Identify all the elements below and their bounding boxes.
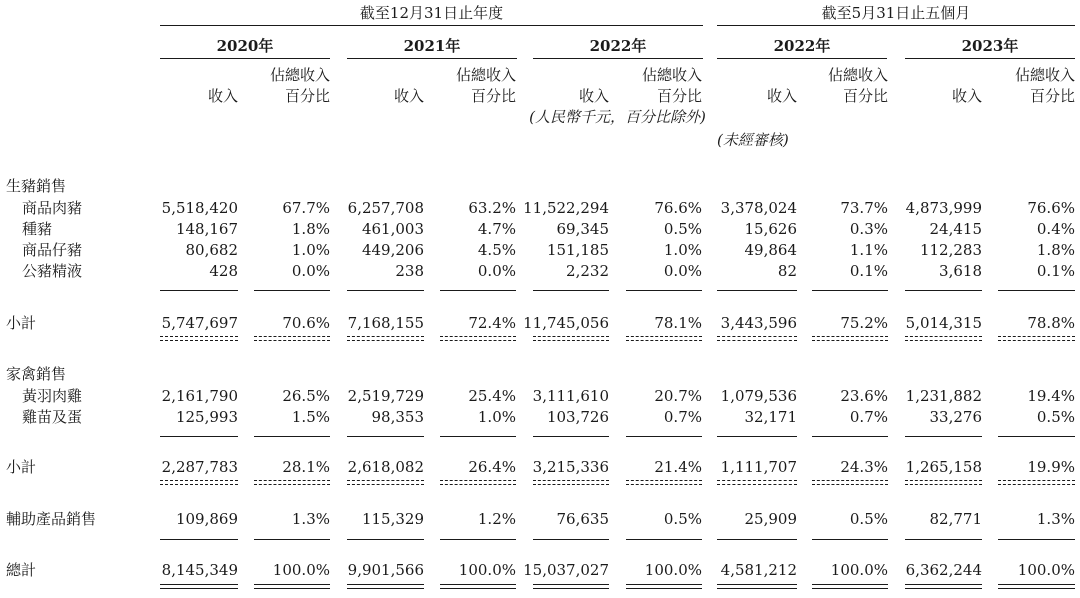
auxiliary-row-percentage-cell: 0.5% (849, 510, 888, 528)
poultry-row-percentage-cell: 1.5% (291, 408, 330, 426)
hog-row-revenue-cell: 148,167 (175, 220, 238, 238)
subtotal-bottom-rule (533, 336, 609, 341)
year-underline (533, 58, 703, 59)
hog-row-percentage-cell: 76.6% (654, 199, 702, 217)
subtotal-top-rule (347, 290, 424, 291)
total-bottom-double-rule (905, 584, 982, 589)
subtotal-top-rule (717, 290, 797, 291)
subtotal-bottom-rule (812, 480, 888, 485)
hog-row-percentage-cell: 0.3% (849, 220, 888, 238)
subtotal-top-rule (254, 436, 330, 437)
auxiliary-row-revenue-cell: 76,635 (556, 510, 609, 528)
total-top-rule (717, 539, 797, 540)
hog-row-revenue-cell: 449,206 (361, 241, 424, 259)
poultry-row-percentage-cell: 19.4% (1027, 387, 1075, 405)
poultry-row-percentage-cell: 0.7% (663, 408, 702, 426)
hog-row-percentage-cell: 0.1% (849, 262, 888, 280)
column-header-revenue: 收入 (578, 87, 609, 105)
year-underline (347, 58, 517, 59)
poultry-subtotal-row-revenue-cell: 1,265,158 (905, 458, 982, 476)
column-header-percentage-line2: 百分比 (1029, 87, 1075, 105)
hog-row-revenue-cell: 24,415 (929, 220, 982, 238)
poultry-row-percentage-cell: 25.4% (468, 387, 516, 405)
hog-row-percentage-cell: 1.0% (291, 241, 330, 259)
total-top-rule (533, 539, 609, 540)
poultry-row-percentage-cell: 20.7% (654, 387, 702, 405)
hog-row-revenue-cell: 2,232 (566, 262, 609, 280)
total-top-rule (812, 539, 888, 540)
hog-subtotal-row-revenue-cell: 11,745,056 (523, 314, 609, 332)
subtotal-top-rule (812, 436, 888, 437)
hog-row-revenue-cell: 69,345 (556, 220, 609, 238)
hog-row-percentage-cell: 0.0% (663, 262, 702, 280)
hog-row-percentage-cell: 0.0% (477, 262, 516, 280)
subtotal-top-rule (626, 436, 702, 437)
total-bottom-double-rule (998, 584, 1075, 589)
hog-row-percentage-cell: 67.7% (282, 199, 330, 217)
total-row-percentage-cell: 100.0% (272, 561, 330, 579)
poultry-row-revenue-cell: 98,353 (371, 408, 424, 426)
total-top-rule (998, 539, 1075, 540)
subtotal-bottom-rule (533, 480, 609, 485)
subtotal-bottom-rule (905, 336, 982, 341)
subtotal-bottom-rule (905, 480, 982, 485)
hog-row-label: 商品肉豬 (22, 199, 83, 217)
group-header-underline (160, 25, 703, 26)
poultry-subtotal-row-percentage-cell: 24.3% (840, 458, 888, 476)
year-header-2022-ytd: 2022年 (773, 37, 831, 55)
total-bottom-double-rule (717, 584, 797, 589)
poultry-subtotal-row-label: 小計 (6, 458, 37, 476)
hog-row-percentage-cell: 1.1% (849, 241, 888, 259)
hog-row-label: 公豬精液 (22, 262, 83, 280)
subtotal-top-rule (347, 436, 424, 437)
hog-row-revenue-cell: 3,618 (939, 262, 982, 280)
column-header-revenue: 收入 (951, 87, 982, 105)
hog-row-revenue-cell: 112,283 (919, 241, 982, 259)
year-header-2020: 2020年 (216, 37, 274, 55)
group-header-five-months: 截至5月31日止五個月 (821, 4, 971, 22)
hog-row-revenue-cell: 238 (395, 262, 424, 280)
hog-row-percentage-cell: 4.7% (477, 220, 516, 238)
poultry-row-revenue-cell: 2,519,729 (347, 387, 424, 405)
poultry-subtotal-row-percentage-cell: 26.4% (468, 458, 516, 476)
poultry-row-revenue-cell: 32,171 (744, 408, 797, 426)
subtotal-top-rule (905, 436, 982, 437)
subtotal-bottom-rule (626, 336, 702, 341)
poultry-row-revenue-cell: 2,161,790 (161, 387, 238, 405)
subtotal-bottom-rule (998, 336, 1075, 341)
poultry-row-revenue-cell: 103,726 (546, 408, 609, 426)
hog-subtotal-row-percentage-cell: 72.4% (468, 314, 516, 332)
hog-row-percentage-cell: 1.8% (291, 220, 330, 238)
column-header-percentage-line2: 百分比 (842, 87, 888, 105)
subtotal-bottom-rule (440, 480, 516, 485)
subtotal-bottom-rule (812, 336, 888, 341)
subtotal-top-rule (998, 436, 1075, 437)
poultry-row-revenue-cell: 125,993 (175, 408, 238, 426)
poultry-row-label: 黃羽肉雞 (22, 387, 83, 405)
poultry-row-revenue-cell: 33,276 (929, 408, 982, 426)
total-row-revenue-cell: 4,581,212 (720, 561, 797, 579)
total-bottom-double-rule (160, 584, 238, 589)
hog-subtotal-row-revenue-cell: 5,747,697 (161, 314, 238, 332)
subtotal-top-rule (998, 290, 1075, 291)
auxiliary-row-percentage-cell: 1.3% (291, 510, 330, 528)
section-title-poultry-sales: 家禽銷售 (6, 365, 67, 383)
section-title-hog-sales: 生豬銷售 (6, 177, 67, 195)
group-header-fiscal-years: 截至12月31日止年度 (359, 4, 504, 22)
poultry-row-revenue-cell: 1,079,536 (720, 387, 797, 405)
hog-row-revenue-cell: 82 (777, 262, 797, 280)
subtotal-top-rule (440, 290, 516, 291)
hog-subtotal-row-percentage-cell: 70.6% (282, 314, 330, 332)
hog-row-percentage-cell: 4.5% (477, 241, 516, 259)
hog-subtotal-row-percentage-cell: 78.8% (1027, 314, 1075, 332)
hog-subtotal-row-label: 小計 (6, 314, 37, 332)
column-header-revenue: 收入 (766, 87, 797, 105)
hog-subtotal-row-percentage-cell: 78.1% (654, 314, 702, 332)
subtotal-bottom-rule (626, 480, 702, 485)
total-row-label: 總計 (6, 561, 37, 579)
total-top-rule (905, 539, 982, 540)
poultry-subtotal-row-revenue-cell: 1,111,707 (720, 458, 797, 476)
hog-row-revenue-cell: 49,864 (744, 241, 797, 259)
subtotal-bottom-rule (160, 336, 238, 341)
column-header-percentage-line1: 佔總收入 (455, 66, 516, 84)
auxiliary-row-percentage-cell: 1.3% (1036, 510, 1075, 528)
hog-row-revenue-cell: 80,682 (185, 241, 238, 259)
poultry-subtotal-row-percentage-cell: 21.4% (654, 458, 702, 476)
subtotal-top-rule (254, 290, 330, 291)
auxiliary-row-revenue-cell: 115,329 (361, 510, 424, 528)
subtotal-bottom-rule (717, 480, 797, 485)
subtotal-bottom-rule (347, 480, 424, 485)
column-header-revenue: 收入 (207, 87, 238, 105)
poultry-subtotal-row-revenue-cell: 2,618,082 (347, 458, 424, 476)
total-bottom-double-rule (254, 584, 330, 589)
poultry-row-label: 雞苗及蛋 (22, 408, 83, 426)
subtotal-top-rule (717, 436, 797, 437)
column-header-percentage-line1: 佔總收入 (641, 66, 702, 84)
hog-row-percentage-cell: 0.4% (1036, 220, 1075, 238)
total-row-percentage-cell: 100.0% (644, 561, 702, 579)
hog-row-percentage-cell: 73.7% (840, 199, 888, 217)
total-bottom-double-rule (440, 584, 516, 589)
column-header-percentage-line2: 百分比 (284, 87, 330, 105)
poultry-subtotal-row-percentage-cell: 19.9% (1027, 458, 1075, 476)
subtotal-top-rule (533, 436, 609, 437)
poultry-row-percentage-cell: 23.6% (840, 387, 888, 405)
total-top-rule (440, 539, 516, 540)
year-header-2022: 2022年 (589, 37, 647, 55)
total-top-rule (160, 539, 238, 540)
auxiliary-row-revenue-cell: 25,909 (744, 510, 797, 528)
hog-row-revenue-cell: 5,518,420 (161, 199, 238, 217)
year-underline (905, 58, 1075, 59)
total-top-rule (626, 539, 702, 540)
hog-row-revenue-cell: 6,257,708 (347, 199, 424, 217)
hog-row-revenue-cell: 428 (209, 262, 238, 280)
auxiliary-row-revenue-cell: 109,869 (175, 510, 238, 528)
year-header-2023-ytd: 2023年 (961, 37, 1019, 55)
hog-row-revenue-cell: 151,185 (546, 241, 609, 259)
subtotal-bottom-rule (440, 336, 516, 341)
subtotal-top-rule (440, 436, 516, 437)
total-bottom-double-rule (626, 584, 702, 589)
hog-subtotal-row-revenue-cell: 7,168,155 (347, 314, 424, 332)
total-row-revenue-cell: 8,145,349 (161, 561, 238, 579)
total-top-rule (347, 539, 424, 540)
year-underline (717, 58, 887, 59)
poultry-subtotal-row-revenue-cell: 2,287,783 (161, 458, 238, 476)
hog-row-percentage-cell: 63.2% (468, 199, 516, 217)
column-header-percentage-line2: 百分比 (656, 87, 702, 105)
subtotal-top-rule (160, 436, 238, 437)
poultry-row-revenue-cell: 1,231,882 (905, 387, 982, 405)
hog-subtotal-row-revenue-cell: 3,443,596 (720, 314, 797, 332)
hog-subtotal-row-percentage-cell: 75.2% (840, 314, 888, 332)
year-underline (160, 58, 330, 59)
total-row-revenue-cell: 6,362,244 (905, 561, 982, 579)
subtotal-bottom-rule (347, 336, 424, 341)
hog-row-revenue-cell: 15,626 (744, 220, 797, 238)
poultry-subtotal-row-percentage-cell: 28.1% (282, 458, 330, 476)
poultry-row-percentage-cell: 26.5% (282, 387, 330, 405)
hog-subtotal-row-revenue-cell: 5,014,315 (905, 314, 982, 332)
hog-row-percentage-cell: 0.1% (1036, 262, 1075, 280)
total-top-rule (254, 539, 330, 540)
subtotal-bottom-rule (254, 480, 330, 485)
year-header-2021: 2021年 (403, 37, 461, 55)
poultry-row-percentage-cell: 0.5% (1036, 408, 1075, 426)
hog-row-percentage-cell: 76.6% (1027, 199, 1075, 217)
hog-row-revenue-cell: 11,522,294 (523, 199, 609, 217)
subtotal-bottom-rule (998, 480, 1075, 485)
poultry-row-percentage-cell: 0.7% (849, 408, 888, 426)
column-header-percentage-line1: 佔總收入 (269, 66, 330, 84)
total-bottom-double-rule (533, 584, 609, 589)
poultry-subtotal-row-revenue-cell: 3,215,336 (532, 458, 609, 476)
auxiliary-row-label: 輔助產品銷售 (6, 510, 97, 528)
subtotal-bottom-rule (160, 480, 238, 485)
subtotal-bottom-rule (717, 336, 797, 341)
auxiliary-row-percentage-cell: 1.2% (477, 510, 516, 528)
column-header-percentage-line2: 百分比 (470, 87, 516, 105)
poultry-row-revenue-cell: 3,111,610 (532, 387, 609, 405)
hog-row-percentage-cell: 1.8% (1036, 241, 1075, 259)
total-row-percentage-cell: 100.0% (830, 561, 888, 579)
hog-row-percentage-cell: 0.0% (291, 262, 330, 280)
hog-row-revenue-cell: 3,378,024 (720, 199, 797, 217)
hog-row-percentage-cell: 1.0% (663, 241, 702, 259)
poultry-row-percentage-cell: 1.0% (477, 408, 516, 426)
subtotal-top-rule (626, 290, 702, 291)
hog-row-revenue-cell: 4,873,999 (905, 199, 982, 217)
hog-row-revenue-cell: 461,003 (361, 220, 424, 238)
subtotal-top-rule (905, 290, 982, 291)
subtotal-top-rule (160, 290, 238, 291)
unit-note: (人民幣千元，百分比除外) (529, 108, 706, 126)
total-bottom-double-rule (347, 584, 424, 589)
hog-row-label: 種豬 (22, 220, 53, 238)
subtotal-bottom-rule (254, 336, 330, 341)
total-row-percentage-cell: 100.0% (1017, 561, 1075, 579)
column-header-revenue: 收入 (393, 87, 424, 105)
unaudited-note: (未經審核) (717, 131, 789, 149)
total-bottom-double-rule (812, 584, 888, 589)
total-row-revenue-cell: 15,037,027 (523, 561, 609, 579)
subtotal-top-rule (812, 290, 888, 291)
total-row-revenue-cell: 9,901,566 (347, 561, 424, 579)
column-header-percentage-line1: 佔總收入 (827, 66, 888, 84)
auxiliary-row-revenue-cell: 82,771 (929, 510, 982, 528)
total-row-percentage-cell: 100.0% (458, 561, 516, 579)
column-header-percentage-line1: 佔總收入 (1014, 66, 1075, 84)
subtotal-top-rule (533, 290, 609, 291)
auxiliary-row-percentage-cell: 0.5% (663, 510, 702, 528)
hog-row-percentage-cell: 0.5% (663, 220, 702, 238)
group-header-underline (717, 25, 1075, 26)
hog-row-label: 商品仔豬 (22, 241, 83, 259)
